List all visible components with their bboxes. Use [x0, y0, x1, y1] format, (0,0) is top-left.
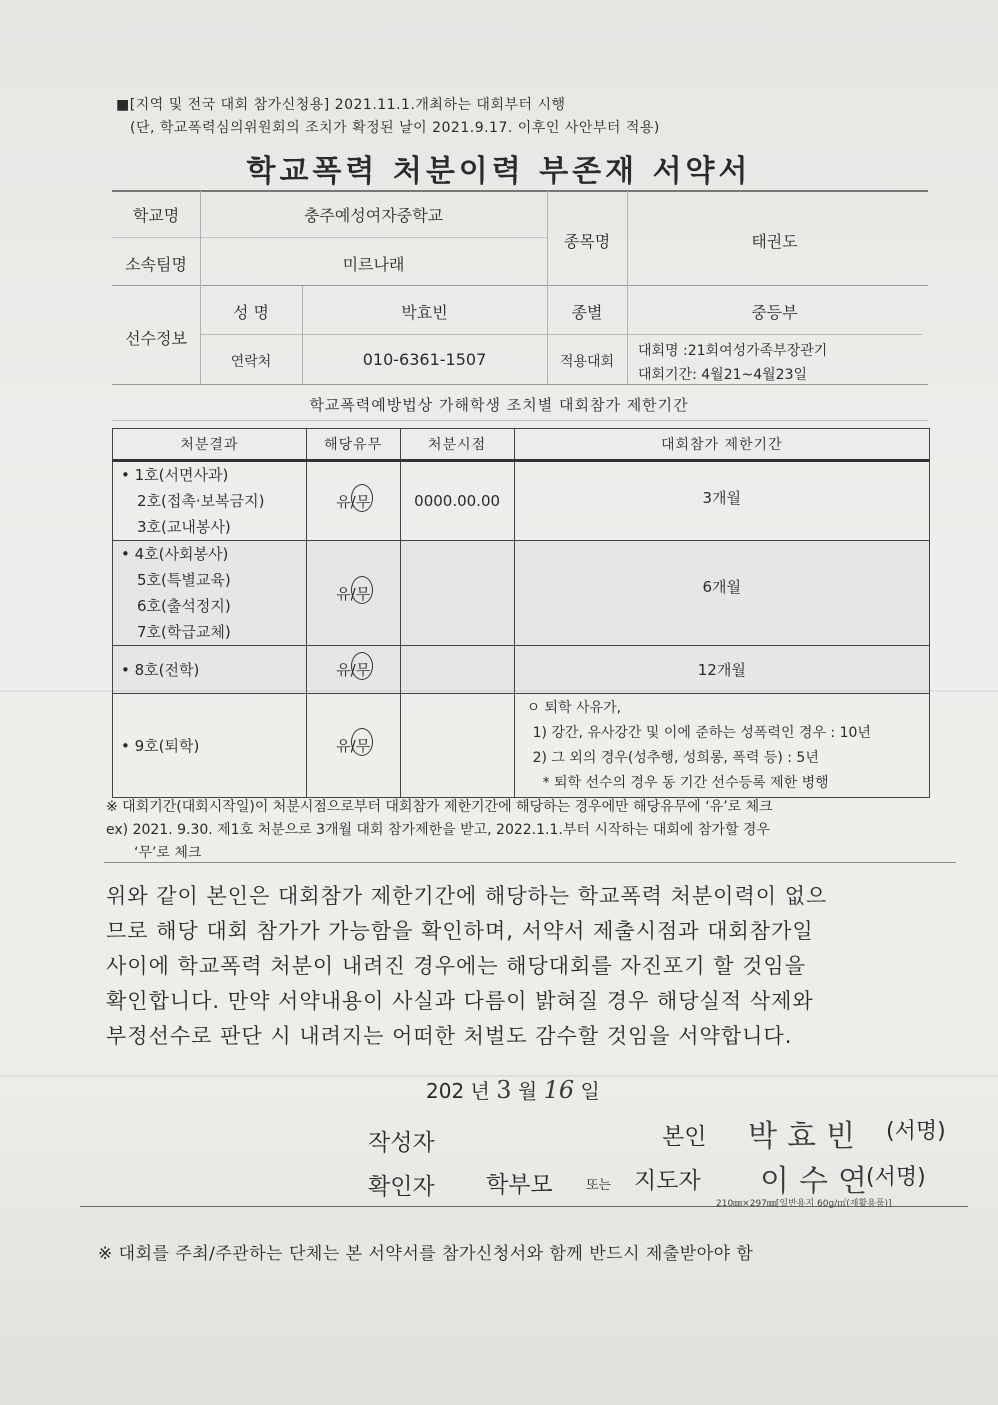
yes-option: 유/ — [336, 584, 356, 603]
or-label: 또는 — [586, 1178, 612, 1193]
disposition-item: 6호(출석정지) — [137, 597, 231, 615]
pledge-line: 부정선수로 판단 시 내려지는 어떠한 처벌도 감수할 것임을 서약합니다. — [106, 1024, 793, 1048]
disposition-date — [400, 646, 514, 694]
table-row — [113, 461, 930, 541]
disposition-item: • 1호(서면사과) — [121, 466, 229, 484]
table-row — [113, 541, 930, 646]
restriction-heading: 학교폭력예방법상 가해학생 조치별 대회참가 제한기간 — [309, 396, 689, 414]
yes-option: 유/ — [336, 661, 356, 679]
competition-period: 대회기간: 4월21~4월23일 — [638, 367, 808, 383]
self-handwritten-name: 박효빈 — [748, 1119, 865, 1154]
coach-signature: (서명) — [866, 1165, 926, 1190]
competition-label: 적용대회 — [559, 354, 615, 370]
name-label: 성 명 — [233, 303, 269, 322]
date-day-unit: 일 — [580, 1079, 600, 1103]
yes-no-cell — [306, 694, 400, 798]
column-header: 대회참가 제한기간 — [514, 429, 929, 461]
self-label: 본인 — [662, 1124, 707, 1150]
header-line-2: (단, 학교폭력심의위원회의 조치가 확정된 날이 2021.9.17. 이후인 사안부터 적용) — [130, 120, 660, 136]
disposition-date: 0000.00.00 — [400, 461, 514, 541]
school-value: 충주예성여자중학교 — [303, 206, 444, 225]
parent-label: 학부모 — [486, 1172, 553, 1198]
category-label: 종별 — [571, 303, 603, 322]
note-2: ex) 2021. 9.30. 제1호 처분으로 3개월 대회 참가제한을 받고, 2022.1.1.부터 시작하는 대회에 참가할 경우 — [106, 822, 770, 838]
table-row — [113, 646, 930, 694]
disposition-item: 3호(교내봉사) — [137, 518, 231, 536]
restriction-period-expulsion — [514, 694, 929, 798]
player-info-label: 선수정보 — [125, 329, 187, 348]
no-option-circled: 무 — [356, 583, 371, 604]
disposition-items — [113, 461, 307, 541]
self-signature: (서명) — [886, 1119, 946, 1144]
document-title: 학교폭력 처분이력 부존재 서약서 — [246, 154, 752, 189]
competition-name: 대회명 :21회여성가족부장관기 — [638, 343, 828, 359]
disposition-items — [113, 541, 307, 646]
contact-label: 연락처 — [230, 354, 272, 370]
expulsion-reason-line: * 퇴학 선수의 경우 동 기간 선수등록 제한 병행 — [542, 774, 829, 791]
event-value: 태권도 — [751, 232, 798, 251]
expulsion-reason-line: 2) 그 외의 경우(성추행, 성희롱, 폭력 등) : 5년 — [532, 749, 819, 766]
footer-note: ※ 대회를 주최/주관하는 단체는 본 서약서를 참가신청서와 함께 반드시 제출받아야 함 — [98, 1244, 754, 1264]
column-header: 해당유무 — [306, 429, 400, 461]
pledge-text — [106, 879, 966, 1054]
info-rule — [200, 334, 922, 335]
note-3: ‘무’로 체크 — [134, 845, 202, 861]
date-month: 3 — [496, 1076, 512, 1104]
expulsion-reason-line: ㅇ 퇴학 사유가, — [526, 699, 622, 716]
notes-rule — [104, 862, 956, 863]
yes-option: 유/ — [336, 737, 356, 755]
disposition-date — [400, 694, 514, 798]
restriction-period: 6개월 — [514, 541, 929, 646]
disposition-item: 2호(접촉·보복금지) — [137, 492, 265, 510]
disposition-item: 5호(특별교육) — [137, 571, 231, 589]
yes-option: 유/ — [336, 492, 356, 511]
note-1: ※ 대회기간(대회시작일)이 처분시점으로부터 대회참가 제한기간에 해당하는 경우에만 해당유무에 ‘유’로 체크 — [106, 799, 773, 815]
disposition-item: • 8호(전학) — [121, 660, 200, 679]
team-label: 소속팀명 — [125, 255, 187, 274]
disposition-item: 7호(학급교체) — [137, 623, 231, 641]
expulsion-reason-line: 1) 강간, 유사강간 및 이에 준하는 성폭력인 경우 : 10년 — [532, 724, 871, 741]
disposition-item: • 9호(퇴학) — [121, 736, 200, 755]
author-label: 작성자 — [368, 1130, 435, 1156]
confirmer-label: 확인자 — [368, 1174, 435, 1200]
pledge-line: 확인합니다. 만약 서약내용이 사실과 다름이 밝혀질 경우 해당실적 삭제와 — [106, 989, 814, 1013]
pledge-line: 므로 해당 대회 참가가 가능함을 확인하며, 서약서 제출시점과 대회참가일 — [106, 919, 814, 943]
restriction-period: 3개월 — [514, 461, 929, 541]
disposition-items — [113, 646, 307, 694]
coach-handwritten-name: 이수연 — [760, 1164, 877, 1199]
table-header-row — [113, 429, 930, 461]
contact-value: 010-6361-1507 — [362, 350, 487, 369]
disposition-date — [400, 541, 514, 646]
school-label: 학교명 — [132, 206, 180, 225]
table-row — [113, 694, 930, 798]
column-header: 처분결과 — [113, 429, 307, 461]
date-year-unit: 년 — [470, 1079, 490, 1103]
info-vrule — [627, 191, 628, 384]
date-month-unit: 월 — [517, 1079, 538, 1103]
team-value: 미르나래 — [342, 255, 405, 274]
no-option-circled: 무 — [356, 735, 371, 756]
info-top-rule — [112, 190, 928, 192]
yes-no-cell — [306, 541, 400, 646]
pledge-line: 사이에 학교폭력 처분이 내려진 경우에는 해당대회를 자진포기 할 것임을 — [106, 954, 806, 978]
date-day: 16 — [543, 1076, 575, 1104]
restriction-table — [112, 428, 930, 798]
column-header: 처분시점 — [400, 429, 514, 461]
coach-label: 지도자 — [634, 1168, 701, 1194]
category-value: 중등부 — [751, 303, 798, 322]
info-rule — [112, 384, 928, 385]
heading-rule — [112, 420, 928, 421]
info-rule — [112, 285, 928, 286]
no-option-circled: 무 — [356, 491, 371, 512]
yes-no-cell — [306, 461, 400, 541]
signing-date — [426, 1075, 600, 1104]
info-rule — [112, 237, 547, 238]
no-option-circled: 무 — [356, 659, 371, 680]
disposition-item: • 4호(사회봉사) — [121, 545, 229, 563]
date-year: 202 — [426, 1079, 465, 1103]
yes-no-cell — [306, 646, 400, 694]
name-value: 박효빈 — [401, 303, 448, 322]
pledge-line: 위와 같이 본인은 대회참가 제한기간에 해당하는 학교폭력 처분이력이 없으 — [106, 884, 828, 908]
restriction-period: 12개월 — [514, 646, 929, 694]
paper-spec: 210㎜×297㎜[일반용지 60g/㎡(재활용품)] — [716, 1199, 892, 1209]
header-line-1: ■[지역 및 전국 대회 참가신청용] 2021.11.1.개최하는 대회부터 시행 — [116, 97, 566, 113]
event-label: 종목명 — [563, 232, 611, 251]
disposition-items — [113, 694, 307, 798]
